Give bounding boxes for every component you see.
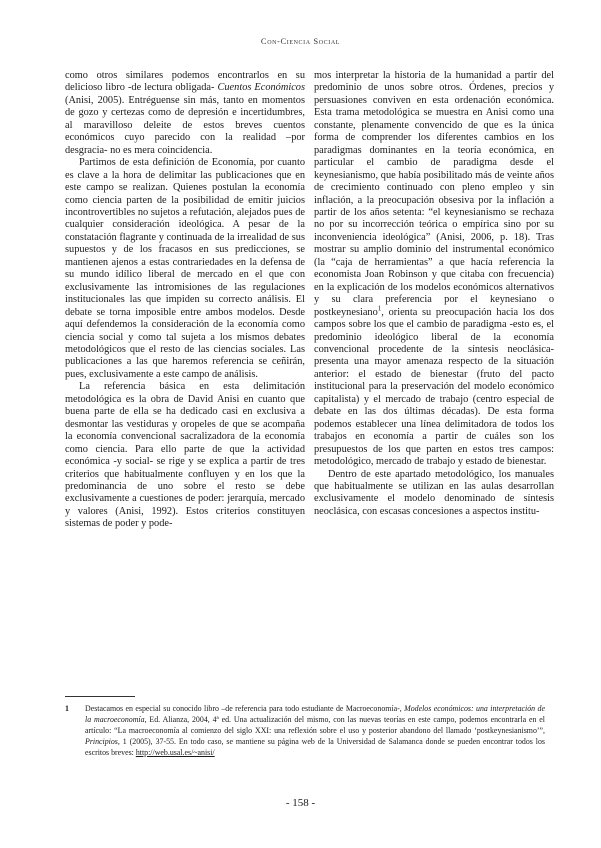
right-column bbox=[314, 70, 554, 518]
paragraph: mos interpretar la historia de la humanidad a partir del predominio de unos sobre otros. Órdenes, precios y persuasiones conviven en esta ordenación económica. Esta trama metodológica se muestra en Anisi como una constante, plenamente convencido de que es la única forma de comprender los diferentes cambios en los paradigmas dominantes en la teoría económica, en particular el cambio de paradigma desde el keynesianismo, que había posibilitado más de veinte años de crecimiento continuado con pleno empleo y sin inflación, a la preocupación obsesiva por la inflación a partir de los años setenta: “el keynesianismo se rechaza no por su incorrección teórica o empírica sino por su inconveniencia ideológica” (Anisi, 2006, p. 18). Tras mostrar su amplio dominio del instrumental económico (la “caja de herramientas” a que hacía referencia la economista Joan Robinson y que citaba con frecuencia) en la explicación de los modelos económicos alternativos y su clara preferencia por el keynesiano o postkeynesiano$^1$, orienta su preocupación hacia los dos campos sobre los que el cambio de paradigma -esto es, el predominio ideológico liberal de la economía convencional procedente de la síntesis neoclásica- presenta una mayor amenaza respecto de la situación anterior: el estado de bienestar (fruto del pacto institucional para la preservación del modelo económico capitalista) y el mercado de trabajo (centro especial de debate en las dos últimas décadas). De esta forma podemos establecer una línea delimitadora de todos los trabajos en economía a partir de cuáles son los presupuestos de los que parten en estos tres campos: metodológico, mercado de trabajo y estado de bienestar. bbox=[314, 70, 554, 468]
footnote-link[interactable]: http://web.usal.es/~anisi/ bbox=[135, 748, 215, 757]
book-title: Cuentos Económicos bbox=[217, 82, 305, 94]
left-column bbox=[65, 70, 305, 531]
footnote-number: 1 bbox=[65, 704, 69, 713]
footnote-divider bbox=[65, 696, 135, 697]
paragraph: Partimos de esta definición de Economía, por cuanto es clave a la hora de delimitar las publicaciones que en este campo se realizan. Quienes postulan la economía como ciencia parten de la posibilidad de emitir juicios incontrovertibles no sujetos a refutación, alejados pues de cualquier consideración ideológica. A pesar de la constatación flagrante y continuada de la irrealidad de sus supuestos y de los fracasos en sus predicciones, se mantienen ajenos a estas contrariedades en la defensa de su mundo idílico liberal de mercado en el que con exclusivamente las intromisiones de las regulaciones institucionales las que impiden su correcto análisis. El debate se torna imposible entre ambos modelos. Desde aquí defendemos la consideración de la economía como ciencia social y como tal sujeta a los mismos debates metodológicos que el resto de las ciencias sociales. Las publicaciones a las que haremos referencia se ceñirán, pues, exclusivamente a este campo de análisis. bbox=[65, 157, 305, 380]
paragraph: La referencia básica en esta delimitación metodológica es la obra de David Anisi en cuanto que buena parte de ella se ha dedicado casi en exclusiva a desmontar las vestiduras y oropeles de que se acompaña la economía convencional sacralizadora de la economía como ciencia. Para ello parte de que la actividad económica -y social- se rige y se explica a partir de tres criterios que habitualmente confluyen y en los que la predominancia de uno sobre el resto se debe exclusivamente a cuestiones de poder: jerarquía, mercado y valores (Anisi, 1992). Estos criterios constituyen sistemas de poder y pode- bbox=[65, 381, 305, 530]
footnote-reference[interactable]: 1 bbox=[377, 304, 382, 313]
footnote bbox=[65, 703, 545, 758]
footnote-text: Destacamos en especial su conocido libro –de referencia para todo estudiante de Macroeconomía-, Modelos económicos: una interpretación de la macroeconomía, Ed. Alianza, 2004, 4ª ed. Una actualización del mismo, con las nuevas teorías en este campo, podemos encontrarla en el artículo: “La macroeconomía al comienzo del siglo XXI: una reflexión sobre el uso y posterior abandono del llamado ‘postkeynesianismo’”, Principios, 1 (2005), 37-55. En todo caso, se mantiene su página web de la Universidad de Salamanca donde se pueden encontrar todos los escritos breves: http://web.usal.es/~anisi/ bbox=[85, 704, 545, 757]
page-number: - 158 - bbox=[285, 797, 316, 809]
running-header: Con-Ciencia Social bbox=[260, 36, 341, 46]
paragraph: Dentro de este apartado metodológico, los manuales que habitualmente se utilizan en las aulas desarrollan exclusivamente el modelo denominado de síntesis neoclásica, con escasas concesiones a aspectos institu- bbox=[314, 468, 554, 517]
paragraph: como otros similares podemos encontrarlos en su delicioso libro -de lectura obligada- Cuentos Económicos (Anisi, 2005). Entréguense sin más, tanto en momentos de gozo y certezas como de depresión e incertidumbres, al maravilloso deleite de estos breves cuentos económicos cuyo parecido con la realidad –por desgracia- no es mera coincidencia. bbox=[65, 70, 305, 156]
